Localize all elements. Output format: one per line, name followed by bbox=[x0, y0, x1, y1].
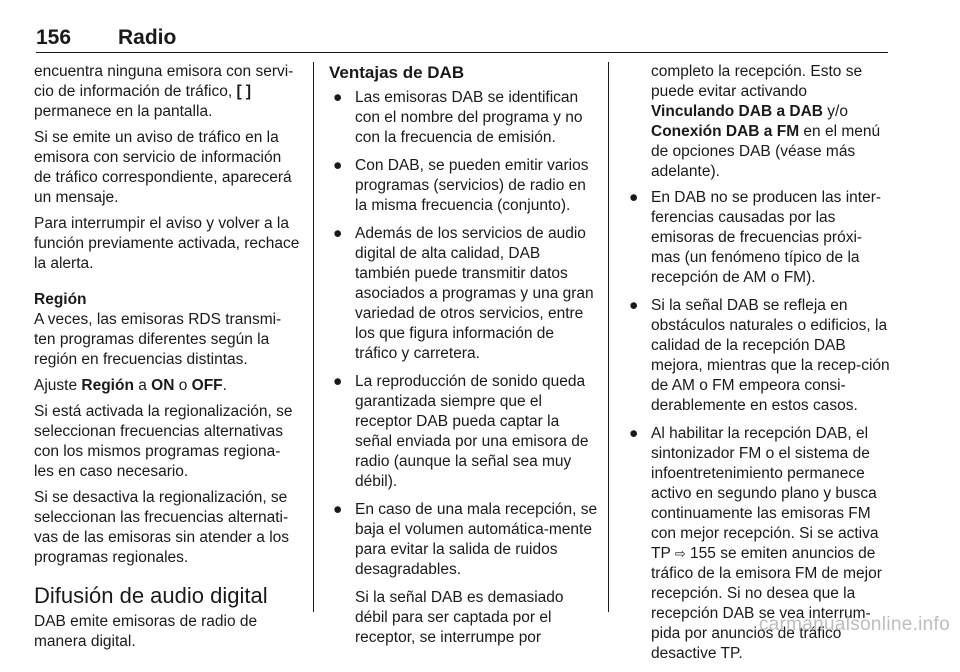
list-item: ● Al habilitar la recepción DAB, el sintonizador FM o el sistema de infoentretenimiento permanece activo en segundo plano y busca continuamente las emisoras FM con mejor recepción. Si se activa TP ⇨ 155 se emiten anuncios de tráfico de la emisora FM de mejor recepción. Si no desea que la recepción DAB se vea interrum-pida por anuncios de tráfico desactive TP. bbox=[629, 425, 882, 662]
dab-heading: Difusión de audio digital bbox=[34, 583, 268, 608]
paragraph: A veces, las emisoras RDS transmi-ten programas diferentes según la región en frecuencias distintas. bbox=[34, 311, 282, 368]
paragraph: Si se desactiva la regionalización, se seleccionan las frecuencias alternati-vas de las emisoras sin atender a los programas regionales. bbox=[34, 489, 290, 566]
bullet-icon: ● bbox=[333, 225, 343, 242]
page-number: 156 bbox=[36, 26, 72, 49]
page-header bbox=[36, 26, 888, 53]
paragraph: Si está activada la regionalización, se seleccionan frecuencias alternativas con los mismos programas regiona-les en caso necesario. bbox=[34, 403, 293, 480]
column-left bbox=[34, 62, 300, 658]
list-item: ● En caso de una mala recepción, se baja el volumen automática-mente para evitar la salida de ruidos desagradables. bbox=[333, 501, 598, 578]
watermark: carmanualsonline.info bbox=[758, 614, 950, 635]
paragraph: Si se emite un aviso de tráfico en la emisora con servicio de información de tráfico correspondiente, aparecerá un mensaje. bbox=[34, 129, 292, 206]
bullet-icon: ● bbox=[333, 501, 343, 518]
tp-symbol: [ ] bbox=[236, 83, 252, 100]
paragraph: DAB emite emisoras de radio de manera digital. bbox=[34, 613, 258, 650]
paragraph: encuentra ninguna emisora con servi-cio de información de tráfico, [ ] permanece en la pantalla. bbox=[34, 63, 294, 120]
list-item: ● Con DAB, se pueden emitir varios programas (servicios) de radio en la misma frecuencia (conjunto). bbox=[333, 157, 589, 214]
page-reference-arrow-icon: ⇨ bbox=[674, 546, 686, 561]
column-right bbox=[625, 62, 891, 672]
bullet-list bbox=[329, 88, 599, 580]
list-item: ● Además de los servicios de audio digital de alta calidad, DAB también puede transmitir datos asociados a programas y una gran variedad de otros servicios, entre los que figura información de tráfico y carretera. bbox=[333, 225, 594, 362]
paragraph: Para interrumpir el aviso y volver a la función previamente activada, rechace la alerta. bbox=[34, 215, 300, 272]
bullet-list bbox=[625, 188, 891, 664]
column-divider bbox=[608, 62, 609, 612]
bullet-icon: ● bbox=[629, 189, 639, 206]
list-item: ● La reproducción de sonido queda garantizada siempre que el receptor DAB pueda captar la señal enviada por una emisora de radio (aunque la señal sea muy débil). bbox=[333, 373, 589, 490]
list-item: ● En DAB no se producen las inter-ferencias causadas por las emisoras de frecuencias próxi-mas (un fenómeno típico de la recepción de AM o FM). bbox=[629, 189, 882, 286]
paragraph: Ajuste Región a ON o OFF. bbox=[34, 377, 227, 394]
bullet-icon: ● bbox=[629, 425, 639, 442]
list-item: ● Si la señal DAB se refleja en obstáculos naturales o edificios, la calidad de la recepción DAB mejora, mientras que la recep-ción de AM o FM empeora consi-derablemente en estos casos. bbox=[629, 297, 890, 414]
section-title: Radio bbox=[118, 26, 177, 49]
list-item-continuation: completo la recepción. Esto se puede evitar activando Vinculando DAB a DAB y/o Conexión DAB a FM en el menú de opciones DAB (véase más adelante). bbox=[651, 63, 881, 180]
bullet-icon: ● bbox=[629, 297, 639, 314]
list-item-continuation: Si la señal DAB es demasiado débil para ser captada por el receptor, se interrumpe por bbox=[355, 589, 564, 646]
bullet-icon: ● bbox=[333, 89, 343, 106]
dab-advantages-heading: Ventajas de DAB bbox=[329, 63, 465, 82]
region-heading: Región bbox=[34, 291, 87, 308]
list-item: ● Las emisoras DAB se identifican con el nombre del programa y no con la frecuencia de emisión. bbox=[333, 89, 583, 146]
bullet-icon: ● bbox=[333, 157, 343, 174]
column-divider bbox=[313, 62, 314, 612]
column-middle bbox=[329, 62, 599, 654]
bullet-icon: ● bbox=[333, 373, 343, 390]
